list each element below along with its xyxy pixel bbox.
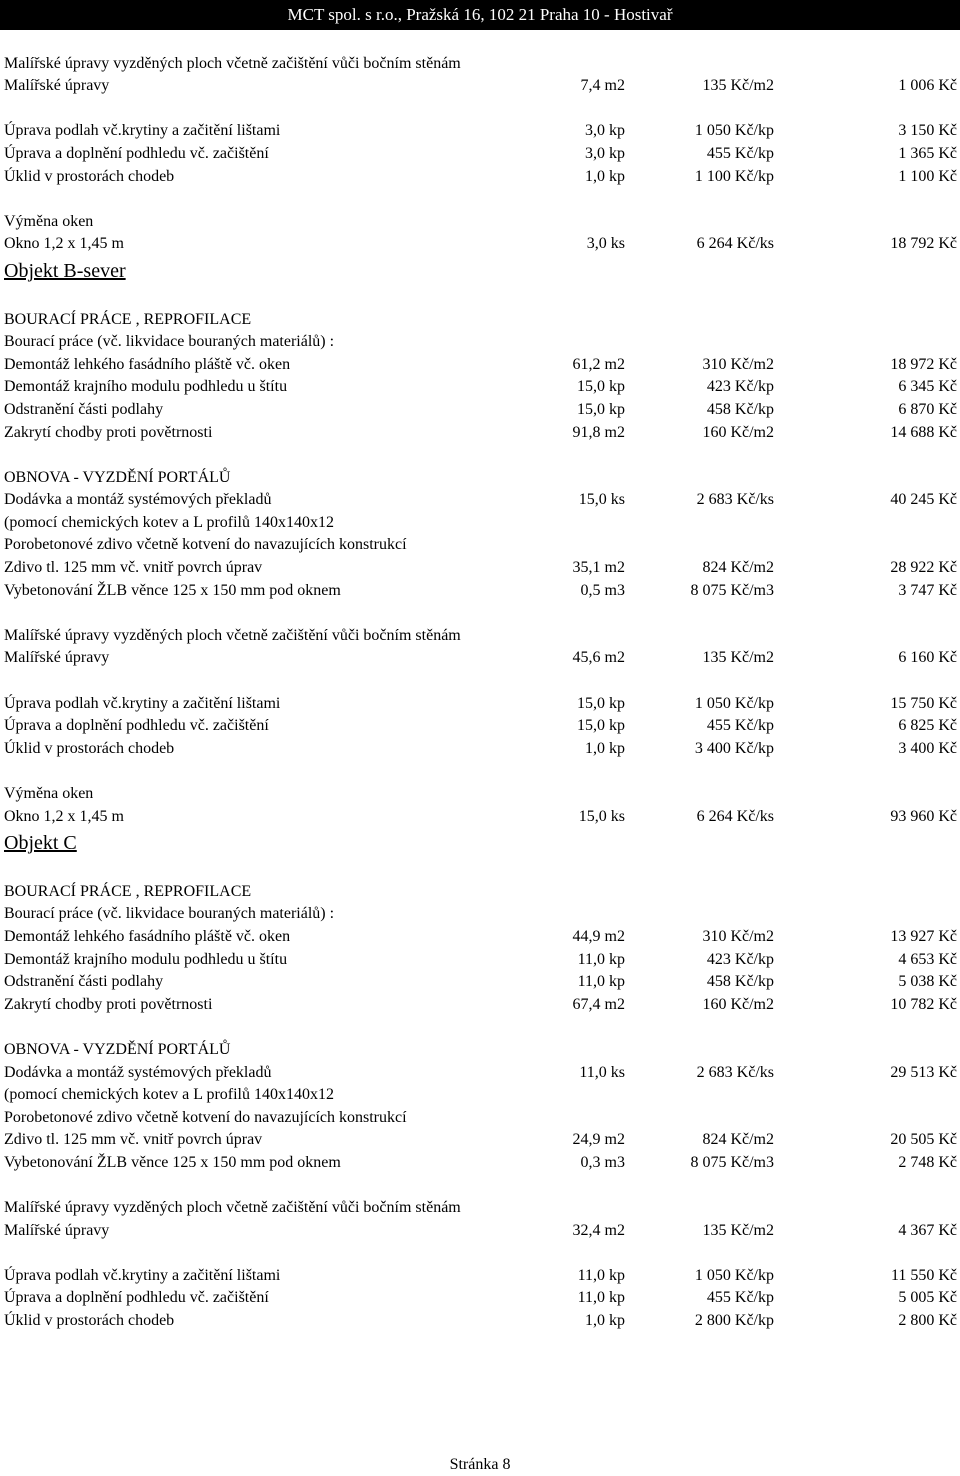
item-total: 93 960 Kč — [890, 807, 957, 825]
line-text: Malířské úpravy vyzděných ploch včetně začištění vůči bočním stěnám — [4, 626, 461, 644]
item-quantity: 91,8 m2 — [572, 423, 625, 441]
item-description: Úprava podlah vč.krytiny a začitění lištami — [4, 122, 281, 140]
item-quantity: 1,0 kp — [585, 1312, 625, 1330]
item-quantity: 0,3 m3 — [580, 1153, 625, 1171]
spacer — [0, 444, 960, 467]
item-quantity: 11,0 kp — [577, 1289, 625, 1307]
item-description: Zdivo tl. 125 mm vč. vnitř povrch úprav — [4, 1131, 263, 1149]
section-heading — [0, 828, 960, 858]
item-quantity: 61,2 m2 — [572, 355, 625, 373]
line-item — [0, 994, 960, 1017]
item-unit-price: 1 050 Kč/kp — [694, 122, 774, 140]
item-unit-price: 160 Kč/m2 — [702, 995, 774, 1013]
item-quantity: 11,0 kp — [577, 950, 625, 968]
line-item — [0, 1152, 960, 1175]
item-unit-price: 2 683 Kč/ks — [696, 491, 774, 509]
line-item — [0, 1265, 960, 1288]
item-total: 11 550 Kč — [890, 1266, 957, 1284]
item-total: 5 038 Kč — [898, 973, 957, 991]
spacer — [0, 30, 960, 53]
item-quantity: 11,0 kp — [577, 973, 625, 991]
item-quantity: 3,0 kp — [585, 122, 625, 140]
text-line — [0, 881, 960, 904]
item-description: Dodávka a montáž systémových překladů — [4, 491, 272, 509]
item-unit-price: 458 Kč/kp — [706, 973, 774, 991]
item-total: 4 653 Kč — [898, 950, 957, 968]
item-total: 6 160 Kč — [898, 649, 957, 667]
item-description: Okno 1,2 x 1,45 m — [4, 235, 124, 253]
line-item — [0, 806, 960, 829]
line-text: OBNOVA - VYZDĚNÍ PORTÁLŮ — [4, 1040, 231, 1058]
item-total: 3 400 Kč — [898, 739, 957, 757]
item-unit-price: 1 050 Kč/kp — [694, 1266, 774, 1284]
line-item — [0, 75, 960, 98]
line-item — [0, 647, 960, 670]
item-total: 28 922 Kč — [890, 559, 957, 577]
text-line — [0, 625, 960, 648]
line-item — [0, 971, 960, 994]
spacer — [0, 602, 960, 625]
item-unit-price: 455 Kč/kp — [706, 717, 774, 735]
line-item — [0, 233, 960, 256]
item-total: 18 792 Kč — [890, 235, 957, 253]
line-text: Malířské úpravy vyzděných ploch včetně začištění vůči bočním stěnám — [4, 1199, 461, 1217]
spacer — [0, 760, 960, 783]
item-total: 2 800 Kč — [898, 1312, 957, 1330]
line-item — [0, 354, 960, 377]
item-quantity: 3,0 ks — [586, 235, 625, 253]
text-line — [0, 53, 960, 76]
item-total: 1 100 Kč — [898, 167, 957, 185]
item-total: 4 367 Kč — [898, 1221, 957, 1239]
line-item — [0, 166, 960, 189]
item-total: 13 927 Kč — [890, 927, 957, 945]
item-unit-price: 824 Kč/m2 — [702, 1131, 774, 1149]
item-description: Dodávka a montáž systémových překladů — [4, 1063, 272, 1081]
item-quantity: 15,0 kp — [577, 717, 625, 735]
item-description: Odstranění části podlahy — [4, 400, 164, 418]
line-text: Výměna oken — [4, 785, 94, 802]
item-quantity: 15,0 kp — [577, 694, 625, 712]
item-quantity: 0,5 m3 — [580, 581, 625, 599]
line-item — [0, 1287, 960, 1310]
line-text: (pomocí chemických kotev a L profilů 140x140x12 — [4, 513, 334, 531]
line-item — [0, 1220, 960, 1243]
spacer — [0, 1016, 960, 1039]
line-text: OBNOVA - VYZDĚNÍ PORTÁLŮ — [4, 468, 231, 486]
item-description: Vybetonování ŽLB věnce 125 x 150 mm pod oknem — [4, 581, 341, 599]
item-description: Malířské úpravy — [4, 77, 110, 95]
item-total: 1 365 Kč — [898, 144, 957, 162]
item-total: 6 870 Kč — [898, 400, 957, 418]
item-total: 20 505 Kč — [890, 1131, 957, 1149]
item-total: 40 245 Kč — [890, 491, 957, 509]
item-description: Vybetonování ŽLB věnce 125 x 150 mm pod oknem — [4, 1153, 341, 1171]
line-text: Výměna oken — [4, 212, 94, 230]
item-total: 18 972 Kč — [890, 355, 957, 373]
item-unit-price: 1 050 Kč/kp — [694, 694, 774, 712]
item-description: Malířské úpravy — [4, 1221, 110, 1239]
item-unit-price: 310 Kč/m2 — [702, 927, 774, 945]
line-item — [0, 422, 960, 445]
line-item — [0, 580, 960, 603]
text-line — [0, 1084, 960, 1107]
item-quantity: 7,4 m2 — [580, 77, 625, 95]
line-text: BOURACÍ PRÁCE , REPROFILACE — [4, 310, 252, 328]
item-unit-price: 824 Kč/m2 — [702, 559, 774, 577]
line-item — [0, 1129, 960, 1152]
spacer — [0, 286, 960, 309]
item-description: Úprava a doplnění podhledu vč. začištění — [4, 144, 269, 162]
item-unit-price: 2 800 Kč/kp — [694, 1312, 774, 1330]
item-description: Demontáž lehkého fasádního pláště vč. oken — [4, 355, 291, 373]
item-quantity: 11,0 ks — [579, 1063, 625, 1081]
line-item — [0, 1062, 960, 1085]
item-description: Demontáž krajního modulu podhledu u štítu — [4, 950, 288, 968]
item-total: 2 748 Kč — [898, 1153, 957, 1171]
item-total: 15 750 Kč — [890, 694, 957, 712]
page-header: MCT spol. s r.o., Pražská 16, 102 21 Praha 10 - Hostivař — [0, 0, 960, 30]
item-description: Úprava a doplnění podhledu vč. začištění — [4, 1289, 269, 1307]
item-quantity: 24,9 m2 — [572, 1131, 625, 1149]
item-total: 10 782 Kč — [890, 995, 957, 1013]
line-item — [0, 557, 960, 580]
item-total: 6 825 Kč — [898, 717, 957, 735]
item-unit-price: 458 Kč/kp — [706, 400, 774, 418]
line-item — [0, 715, 960, 738]
item-unit-price: 6 264 Kč/ks — [696, 807, 774, 825]
line-text: Malířské úpravy vyzděných ploch včetně začištění vůči bočním stěnám — [4, 54, 461, 72]
item-unit-price: 455 Kč/kp — [706, 144, 774, 162]
item-description: Zdivo tl. 125 mm vč. vnitř povrch úprav — [4, 559, 263, 577]
line-item — [0, 738, 960, 761]
item-quantity: 15,0 kp — [577, 378, 625, 396]
line-text: Bourací práce (vč. likvidace bouraných materiálů) : — [4, 905, 335, 923]
item-description: Zakrytí chodby proti povětrnosti — [4, 423, 213, 441]
text-line — [0, 783, 960, 806]
item-unit-price: 3 400 Kč/kp — [694, 739, 774, 757]
item-quantity: 3,0 kp — [585, 144, 625, 162]
page-number: Stránka 8 — [449, 1456, 511, 1473]
item-unit-price: 455 Kč/kp — [706, 1289, 774, 1307]
item-total: 14 688 Kč — [890, 423, 957, 441]
item-unit-price: 423 Kč/kp — [706, 950, 774, 968]
item-unit-price: 1 100 Kč/kp — [694, 167, 774, 185]
line-item — [0, 120, 960, 143]
item-total: 3 747 Kč — [898, 581, 957, 599]
text-line — [0, 512, 960, 535]
item-quantity: 15,0 ks — [578, 491, 625, 509]
item-description: Malířské úpravy — [4, 649, 110, 667]
line-item — [0, 949, 960, 972]
section-title: Objekt C — [4, 832, 77, 855]
text-line — [0, 211, 960, 234]
line-item — [0, 143, 960, 166]
line-item — [0, 376, 960, 399]
item-quantity: 44,9 m2 — [572, 927, 625, 945]
spacer — [0, 1175, 960, 1198]
text-line — [0, 534, 960, 557]
text-line — [0, 1107, 960, 1130]
text-line — [0, 331, 960, 354]
item-unit-price: 135 Kč/m2 — [702, 649, 774, 667]
item-quantity: 15,0 kp — [577, 400, 625, 418]
text-line — [0, 1039, 960, 1062]
line-text: BOURACÍ PRÁCE , REPROFILACE — [4, 882, 252, 900]
item-unit-price: 8 075 Kč/m3 — [690, 1153, 774, 1171]
item-total: 29 513 Kč — [890, 1063, 957, 1081]
text-line — [0, 1197, 960, 1220]
spacer — [0, 670, 960, 693]
item-unit-price: 423 Kč/kp — [706, 378, 774, 396]
line-text: (pomocí chemických kotev a L profilů 140x140x12 — [4, 1086, 334, 1104]
item-unit-price: 160 Kč/m2 — [702, 423, 774, 441]
spacer — [0, 188, 960, 211]
item-unit-price: 135 Kč/m2 — [702, 77, 774, 95]
item-quantity: 15,0 ks — [578, 807, 625, 825]
item-total: 1 006 Kč — [898, 77, 957, 95]
text-line — [0, 903, 960, 926]
text-line — [0, 309, 960, 332]
item-quantity: 1,0 kp — [585, 167, 625, 185]
item-unit-price: 6 264 Kč/ks — [696, 235, 774, 253]
text-line — [0, 467, 960, 490]
item-quantity: 1,0 kp — [585, 739, 625, 757]
item-unit-price: 2 683 Kč/ks — [696, 1063, 774, 1081]
line-item — [0, 693, 960, 716]
section-title: Objekt B-sever — [4, 259, 126, 282]
spacer — [0, 858, 960, 881]
line-text: Porobetonové zdivo včetně kotvení do navazujících konstrukcí — [4, 536, 407, 554]
line-text: Porobetonové zdivo včetně kotvení do navazujících konstrukcí — [4, 1108, 407, 1126]
item-quantity: 67,4 m2 — [572, 995, 625, 1013]
line-text: Bourací práce (vč. likvidace bouraných materiálů) : — [4, 333, 335, 351]
item-description: Úprava podlah vč.krytiny a začitění lištami — [4, 694, 281, 712]
item-quantity: 32,4 m2 — [572, 1221, 625, 1239]
line-item — [0, 1310, 960, 1333]
item-description: Úklid v prostorách chodeb — [4, 167, 175, 185]
line-item — [0, 399, 960, 422]
item-unit-price: 8 075 Kč/m3 — [690, 581, 774, 599]
spacer — [0, 1242, 960, 1265]
item-quantity: 11,0 kp — [577, 1266, 625, 1284]
item-quantity: 35,1 m2 — [572, 559, 625, 577]
item-unit-price: 135 Kč/m2 — [702, 1221, 774, 1239]
document-body — [0, 30, 960, 1333]
item-description: Demontáž krajního modulu podhledu u štítu — [4, 378, 288, 396]
item-description: Úklid v prostorách chodeb — [4, 1312, 175, 1330]
item-quantity: 45,6 m2 — [572, 649, 625, 667]
line-item — [0, 489, 960, 512]
section-heading — [0, 256, 960, 286]
item-total: 3 150 Kč — [898, 122, 957, 140]
item-description: Demontáž lehkého fasádního pláště vč. oken — [4, 927, 291, 945]
line-item — [0, 926, 960, 949]
item-description: Odstranění části podlahy — [4, 973, 164, 991]
item-description: Zakrytí chodby proti povětrnosti — [4, 995, 213, 1013]
item-description: Úklid v prostorách chodeb — [4, 739, 175, 757]
spacer — [0, 98, 960, 121]
item-total: 6 345 Kč — [898, 378, 957, 396]
item-description: Úprava a doplnění podhledu vč. začištění — [4, 717, 269, 735]
item-total: 5 005 Kč — [898, 1289, 957, 1307]
item-description: Okno 1,2 x 1,45 m — [4, 807, 124, 825]
item-description: Úprava podlah vč.krytiny a začitění lištami — [4, 1266, 281, 1284]
item-unit-price: 310 Kč/m2 — [702, 355, 774, 373]
